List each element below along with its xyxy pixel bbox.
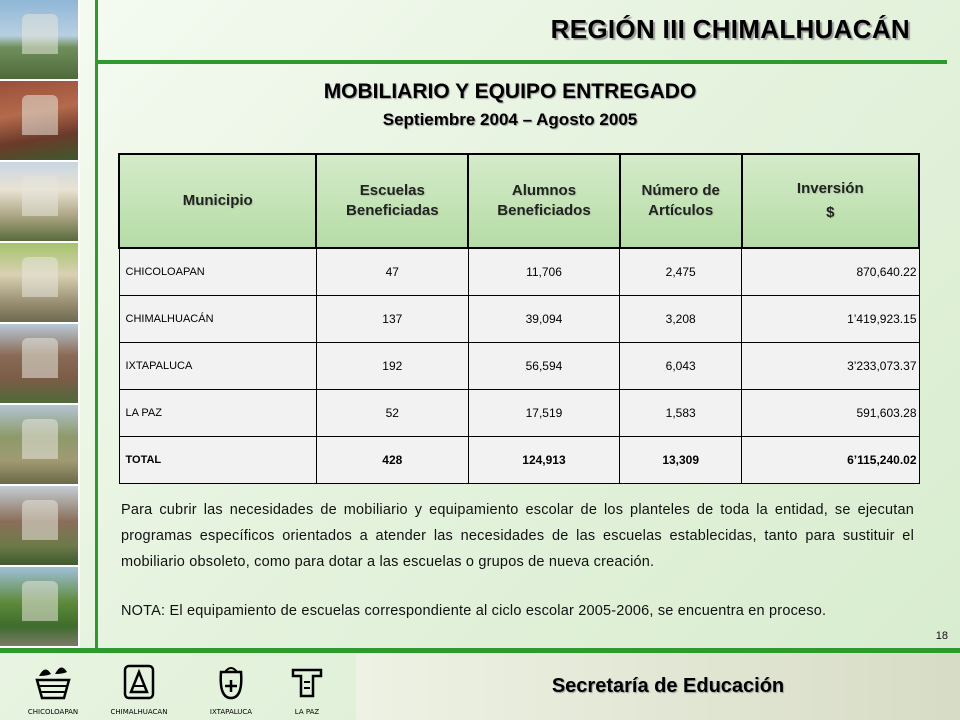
data-table <box>118 153 920 484</box>
cell-municipio: LA PAZ <box>119 389 316 436</box>
page-title: MOBILIARIO Y EQUIPO ENTREGADO <box>323 80 697 103</box>
photo-church-4 <box>0 324 78 405</box>
cell-alumnos: 11,706 <box>468 248 620 295</box>
logo-label: CHIMALHUACAN <box>110 708 168 716</box>
vessel-glyph-icon <box>211 662 251 702</box>
cell-total-alumnos: 124,913 <box>468 436 620 483</box>
table-row <box>119 295 919 342</box>
cell-inversion: 870,640.22 <box>742 248 919 295</box>
footer-institution: Secretaría de Educación <box>551 675 785 697</box>
cell-municipio: CHICOLOAPAN <box>119 248 316 295</box>
cell-articulos: 1,583 <box>620 389 742 436</box>
photo-church-1 <box>0 0 78 81</box>
cell-escuelas: 47 <box>316 248 468 295</box>
shield-glyph-icon <box>119 662 159 702</box>
table-header-row <box>119 154 919 248</box>
cell-alumnos: 17,519 <box>468 389 620 436</box>
page-number: 18 <box>935 630 948 642</box>
cell-alumnos: 56,594 <box>468 342 620 389</box>
logo-chimalhuacan <box>104 662 174 716</box>
logo-label: CHICOLOAPAN <box>27 708 79 716</box>
photo-ruins <box>0 81 78 162</box>
logo-ixtapaluca <box>196 662 266 716</box>
cell-inversion: 3’233,073.37 <box>742 342 919 389</box>
cell-inversion: 1’419,923.15 <box>742 295 919 342</box>
header-escuelas: Escuelas Beneficiadas <box>316 154 468 248</box>
photo-church-2 <box>0 162 78 243</box>
header-inversion-unit: $ <box>826 204 835 221</box>
photo-strip <box>0 0 80 648</box>
table-row <box>119 248 919 295</box>
tablet-glyph-icon <box>287 662 327 702</box>
logo-label: IXTAPALUCA <box>209 708 253 716</box>
cell-articulos: 6,043 <box>620 342 742 389</box>
cell-total-escuelas: 428 <box>316 436 468 483</box>
cell-total-label: TOTAL <box>119 436 316 483</box>
cell-escuelas: 192 <box>316 342 468 389</box>
header-inversion <box>742 154 919 248</box>
photo-building <box>0 486 78 567</box>
cell-municipio: IXTAPALUCA <box>119 342 316 389</box>
cell-articulos: 3,208 <box>620 295 742 342</box>
photo-park <box>0 567 78 648</box>
region-title: REGIÓN III CHIMALHUACÁN <box>550 14 910 44</box>
cell-escuelas: 137 <box>316 295 468 342</box>
logo-chicoloapan <box>18 662 88 716</box>
birds-basket-icon <box>31 662 75 702</box>
vertical-divider <box>95 0 98 648</box>
cell-total-inversion: 6’115,240.02 <box>742 436 919 483</box>
cell-articulos: 2,475 <box>620 248 742 295</box>
header-articulos: Número de Artículos <box>620 154 742 248</box>
body-paragraph: Para cubrir las necesidades de mobiliario y equipamiento escolar de los planteles de toda la entidad, se ejecutan programas específicos orientados a atender las necesidades de las escuelas establecidas, tanto para sustituir el mobiliario obsoleto, como para dotar a las escuelas o grupos de nueva creación. <box>121 502 914 570</box>
header-alumnos: Alumnos Beneficiados <box>468 154 620 248</box>
note-paragraph: NOTA: El equipamiento de escuelas correspondiente al ciclo escolar 2005-2006, se encuentra en proceso. <box>121 603 827 619</box>
cell-municipio: CHIMALHUACÁN <box>119 295 316 342</box>
page-subtitle: Septiembre 2004 – Agosto 2005 <box>382 110 638 129</box>
photo-field <box>0 405 78 486</box>
table-total-row <box>119 436 919 483</box>
header-municipio: Municipio <box>119 154 316 248</box>
cell-total-articulos: 13,309 <box>620 436 742 483</box>
table-row <box>119 389 919 436</box>
footer-banner <box>356 653 960 720</box>
logo-label: LA PAZ <box>294 708 320 716</box>
cell-inversion: 591,603.28 <box>742 389 919 436</box>
logo-la-paz <box>272 662 342 716</box>
top-divider <box>95 60 947 64</box>
cell-alumnos: 39,094 <box>468 295 620 342</box>
photo-church-3 <box>0 243 78 324</box>
header-inversion-label: Inversión <box>796 180 864 197</box>
table-row <box>119 342 919 389</box>
cell-escuelas: 52 <box>316 389 468 436</box>
